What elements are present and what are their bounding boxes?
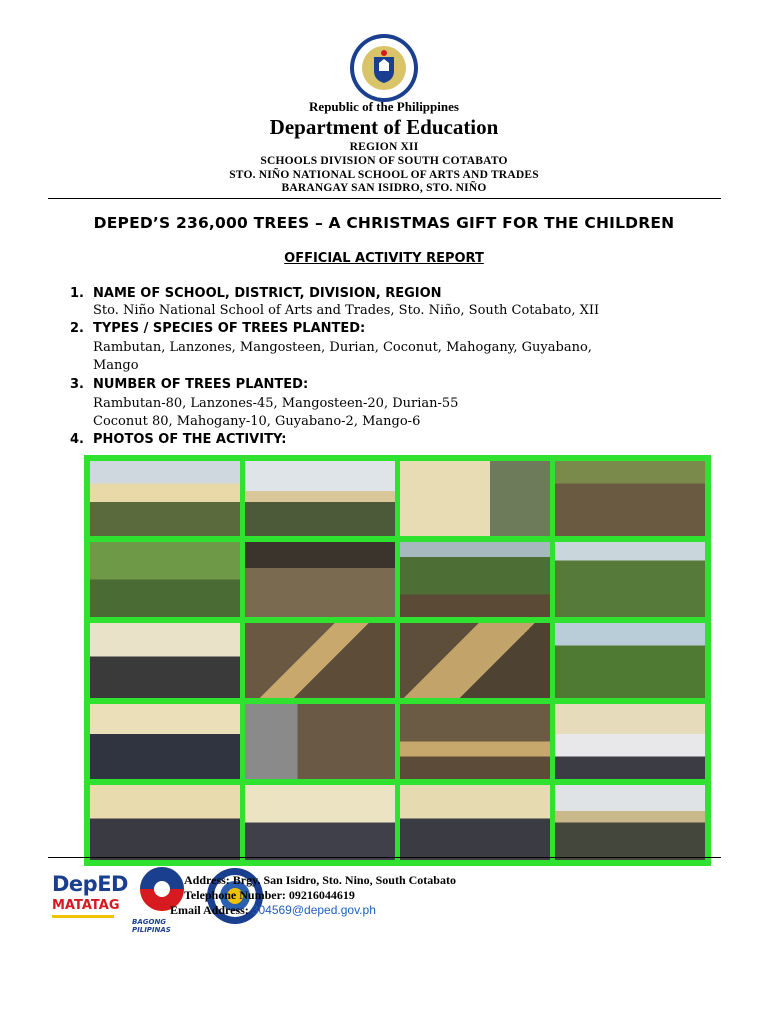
item-number: 4. [70,432,84,447]
department-line: Department of Education [269,115,499,139]
bagong-pilipinas-text: BAGONG PILIPINAS [132,918,171,934]
footer-telephone: Telephone Number: 09216044619 [184,888,355,902]
activity-photo [555,785,705,860]
school-line: STO. NIÑO NATIONAL SCHOOL OF ARTS AND TRADES [229,169,539,181]
activity-photo [555,542,705,617]
deped-seal-icon [349,33,419,103]
footer-email [170,903,376,918]
footer-address: Address: Brgy. San Isidro, Sto. Nino, South Cotabato [184,873,456,887]
activity-photo [245,704,395,779]
item-heading: NUMBER OF TREES PLANTED: [93,377,309,392]
activity-photo [90,461,240,536]
division-line: SCHOOLS DIVISION OF SOUTH COTABATO [260,155,508,167]
barangay-line: BARANGAY SAN ISIDRO, STO. NIÑO [281,182,487,194]
activity-photo [245,461,395,536]
footer-email-link[interactable]: 304569@deped.gov.ph [251,903,376,917]
matatag-text: MATATAG [52,898,120,913]
report-subtitle: OFFICIAL ACTIVITY REPORT [284,251,484,266]
deped-matatag-logo [52,872,128,928]
report-title: DEPED’S 236,000 TREES – A CHRISTMAS GIFT FOR THE CHILDREN [93,214,675,232]
activity-photo [400,542,550,617]
item-text: Rambutan-80, Lanzones-45, Mangosteen-20, Durian-55 [93,396,459,411]
activity-photo [90,785,240,860]
activity-photo [400,461,550,536]
activity-photo [245,542,395,617]
item-number: 1. [70,286,84,301]
activity-photo [90,623,240,698]
photo-grid [84,455,711,866]
activity-photo [90,704,240,779]
activity-photo [400,623,550,698]
footer-divider [48,857,721,858]
item-text: Mango [93,358,139,373]
item-heading: NAME OF SCHOOL, DISTRICT, DIVISION, REGION [93,286,442,301]
item-heading: TYPES / SPECIES OF TREES PLANTED: [93,321,366,336]
item-text: Rambutan, Lanzones, Mangosteen, Durian, Coconut, Mahogany, Guyabano, [93,340,592,355]
region-line: REGION XII [349,141,419,153]
activity-photo [400,704,550,779]
item-number: 2. [70,321,84,336]
activity-photo [400,785,550,860]
header-divider [48,198,721,199]
footer-email-label: Email Address: [170,903,252,917]
activity-photo [555,623,705,698]
item-heading: PHOTOS OF THE ACTIVITY: [93,432,287,447]
item-text: Coconut 80, Mahogany-10, Guyabano-2, Mango-6 [93,414,421,429]
activity-photo [90,542,240,617]
activity-photo [555,461,705,536]
activity-photo [245,623,395,698]
activity-photo [555,704,705,779]
item-text: Sto. Niño National School of Arts and Trades, Sto. Niño, South Cotabato, XII [93,303,600,318]
item-number: 3. [70,377,84,392]
activity-photo [245,785,395,860]
deped-logo-text: DepED [52,872,128,896]
republic-line: Republic of the Philippines [309,99,459,114]
